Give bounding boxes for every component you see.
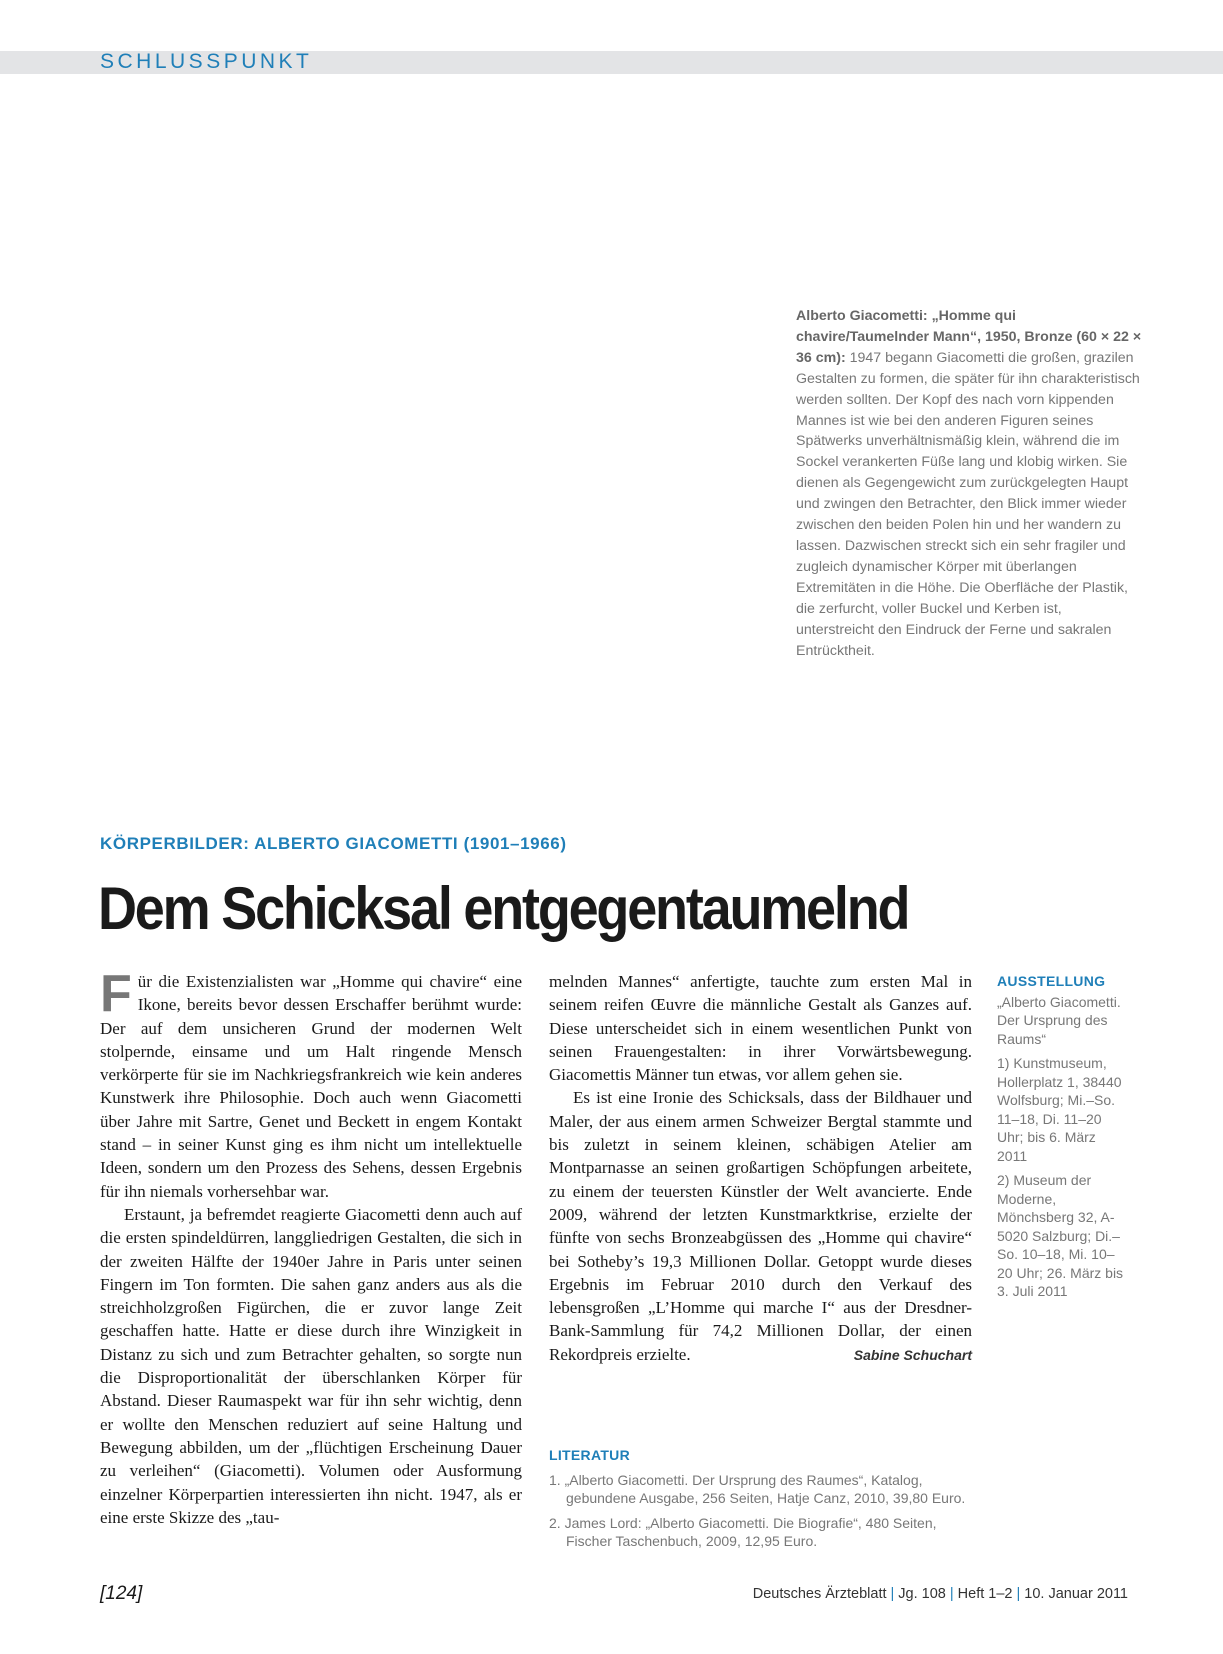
footer-separator: | <box>1016 1586 1021 1602</box>
paragraph <box>100 965 522 1203</box>
image-caption <box>796 306 1142 661</box>
exhibition-venue-2: 2) Museum der Moderne, Mönchsberg 32, A-5020 Salzburg; Di.–So. 10–18, Mi. 10–20 Uhr; 26. März bis 3. Juli 2011 <box>997 1172 1124 1299</box>
footer-separator: | <box>949 1586 954 1602</box>
exhibition-sidebar <box>997 972 1127 1307</box>
literature-item: 2. James Lord: „Alberto Giacometti. Die Biografie“, 480 Seiten, Fischer Taschenbuch, 2009, 12,95 Euro. <box>549 1514 937 1549</box>
caption-heading: Alberto Giacometti: „Homme qui chavire/Taumelnder Mann“, 1950, Bronze (60 × 22 × 36 cm): <box>796 308 1142 366</box>
article-column-2 <box>549 970 972 1367</box>
exhibition-title: „Alberto Giacometti. Der Ursprung des Raums“ <box>997 993 1121 1047</box>
literature-title: LITERATUR <box>549 1447 630 1463</box>
exhibition-venue-1: 1) Kunstmuseum, Hollerplatz 1, 38440 Wolfsburg; Mi.–So. 11–18, Di. 11–20 Uhr; bis 6. März 2011 <box>997 1055 1122 1164</box>
journal-volume: Jg. 108 <box>898 1586 946 1602</box>
journal-date: 10. Januar 2011 <box>1024 1586 1128 1602</box>
article-author: Sabine Schuchart <box>853 1347 972 1364</box>
footer-separator: | <box>890 1586 895 1602</box>
article-kicker: KÖRPERBILDER: ALBERTO GIACOMETTI (1901–1966) <box>100 834 567 853</box>
caption-body: 1947 begann Giacometti die großen, grazilen Gestalten zu formen, die später für ihn charakteristisch werden sollten. Der Kopf des nach vorn kippenden Mannes ist wie bei den anderen Figuren seines Spätwerks unverhältnismäßig klein, während die im Sockel verankerten Füße lang und klobig wirken. Sie dienen als Gegengewicht zum zurückgelegten Haupt und zwingen den Betrachter, den Blick immer wieder zwischen den beiden Polen hin und her wandern zu lassen. Dazwischen streckt sich ein sehr fragiler und zugleich dynamischer Körper mit überlangen Extremitäten in die Höhe. Die Oberfläche der Plastik, die zerfurcht, voller Buckel und Kerben ist, unterstreicht den Eindruck der Ferne und sakralen Entrücktheit. <box>796 349 1140 659</box>
paragraph-text: ür die Existenzialisten war „Homme qui chavire“ eine Ikone, bereits bevor dessen Erschaffer berühmt wurde: Der auf dem unsicheren Grund der modernen Welt stolpernde, einsame und um Halt ringende Mensch verkörperte für sie im Nachkriegsfrankreich wie kein anderes Kunstwerk ihre Philosophie. Doch auch wenn Giacometti über Jahre mit Sartre, Genet und Beckett in engem Kontakt stand – in seiner Kunst ging es ihm nicht um intellektuelle Ideen, sondern um den Prozess des Sehens, dessen Ergebnis für ihn niemals vorhersehbar war. <box>100 972 522 1201</box>
page-number: [124] <box>100 1583 143 1604</box>
article-headline: Dem Schicksal entgegentaumelnd <box>98 875 909 943</box>
paragraph: Es ist eine Ironie des Schicksals, dass der Bildhauer und Maler, der aus einem armen Schweizer Bergtal stammte und bis zuletzt in seinem kleinen, schäbigen Atelier am Montparnasse an seinen großartigen Schöpfungen arbeitete, zu einem der teuersten Künstler der Welt avancierte. Ende 2009, während der letzten Kunstmarktkrise, erzielte der fünfte von sechs Bronzeabgüssen des „Homme qui chavire“ bei Sotheby’s 19,3 Millionen Dollar. Getoppt wurde dieses Ergebnis im Februar 2010 durch den Verkauf des lebensgroßen „L’Homme qui marche I“ aus der Dresdner-Bank-Sammlung für 74,2 Millionen Dollar, der einen Rekordpreis erzielte. <box>549 1088 972 1364</box>
footer-citation <box>753 1586 1128 1602</box>
literature-box <box>549 1446 972 1557</box>
article-column-1 <box>100 965 522 1529</box>
drop-cap: F <box>100 965 132 1023</box>
journal-name: Deutsches Ärzteblatt <box>752 1586 887 1602</box>
section-label: SCHLUSSPUNKT <box>100 50 313 73</box>
paragraph: Erstaunt, ja befremdet reagierte Giacometti denn auch auf die ersten spindeldürren, langgliedrigen Gestalten, die sich in der zweiten Hälfte der 1940er Jahre in Paris unter seinen Fingern im Ton formten. Die sahen ganz anders aus als die streichholzgroßen Figürchen, die er zuvor lange Zeit geschaffen hatte. Hatte er diese durch ihre Winzigkeit in Distanz zu sich und zum Betrachter gehalten, so sorgte nun die Disproportionalität der überschlanken Körper für Abstand. Dieser Raumaspekt war für ihn sehr wichtig, denn er wollte den Menschen reduziert auf seine Haltung und Bewegung abbilden, um der „flüchtigen Erscheinung Dauer zu verleihen“ (Giacometti). Volumen oder Ausformung einzelner Körperpartien interessierten ihn nicht. 1947, als er eine erste Skizze des „tau- <box>100 1204 522 1527</box>
sidebar-title: AUSSTELLUNG <box>997 973 1106 989</box>
literature-item: 1. „Alberto Giacometti. Der Ursprung des Raumes“, Katalog, gebundene Ausgabe, 256 Seiten, Hatje Canz, 2010, 39,80 Euro. <box>549 1471 966 1506</box>
journal-issue: Heft 1–2 <box>957 1586 1013 1602</box>
paragraph: melnden Mannes“ anfertigte, tauchte zum ersten Mal in seinem reifen Œuvre die männliche Gestalt als Ganzes auf. Diese unterscheidet sich in einem wesentlichen Punkt von seinen Frauengestalten: in ihrer Vorwärtsbewegung. Giacomettis Männer tun etwas, vor allem gehen sie. <box>549 972 972 1085</box>
